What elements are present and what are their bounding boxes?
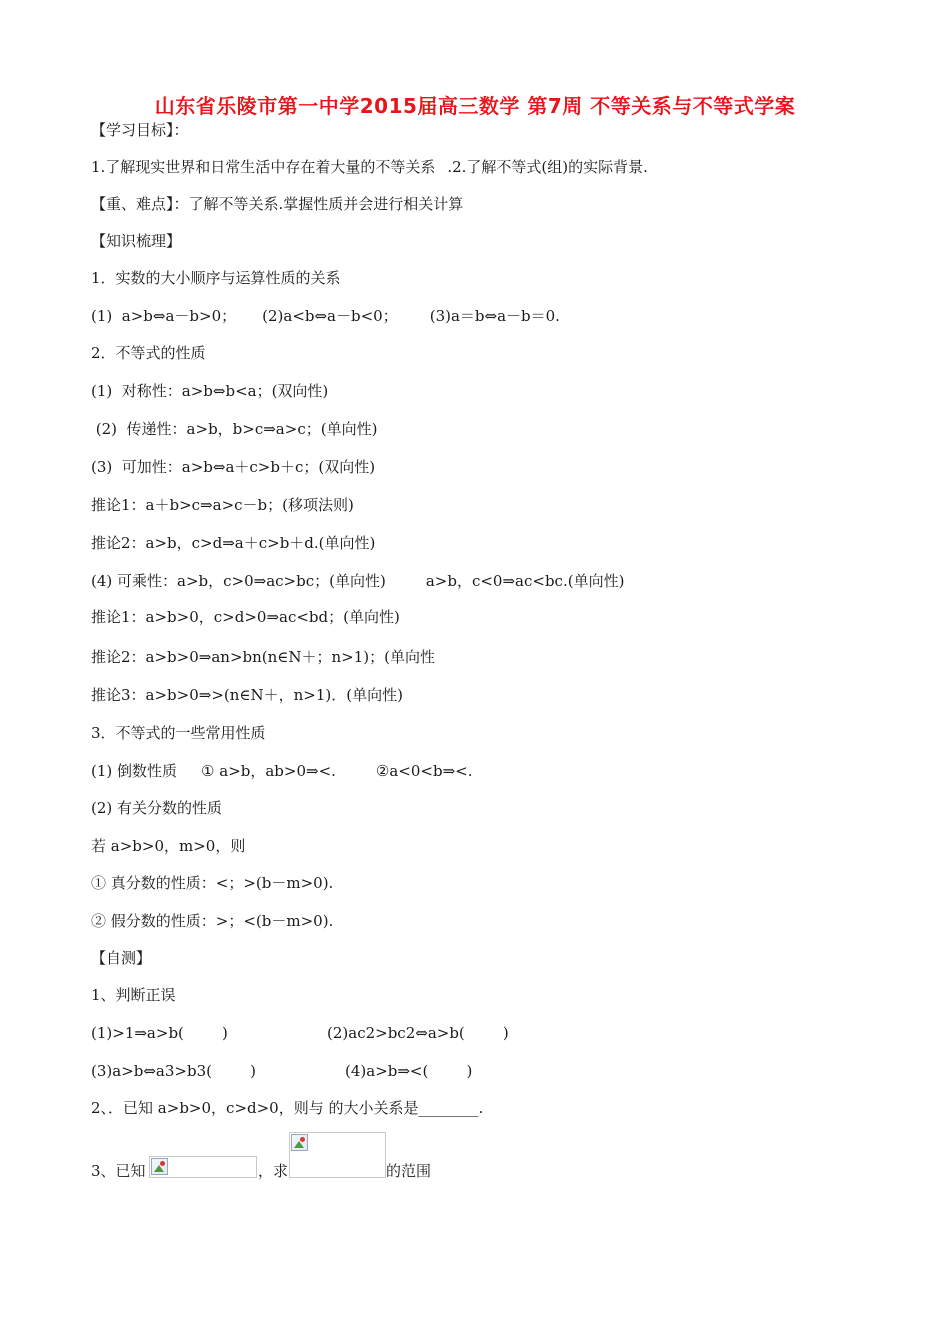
k2-transitivity: (2) 传递性：a>b，b>c⇒a>c；(单向性) — [91, 420, 378, 438]
formula-image-1 — [149, 1156, 257, 1178]
question-1-row-2 — [91, 1061, 472, 1081]
k1-relations — [91, 306, 560, 326]
k1-heading: 1．实数的大小顺序与运算性质的关系 — [91, 269, 341, 287]
k2-additivity: (3) 可加性：a>b⇔a＋c>b＋c；(双向性) — [91, 458, 376, 476]
k3-improper-fraction: ② 假分数的性质：>；<(b－m>0). — [91, 912, 334, 930]
k2-corollary-3: 推论1：a>b>0，c>d>0⇒ac<bd；(单向性) — [91, 608, 400, 626]
q1-item-3: (3)a>b⇔a3>b3( ) — [91, 1062, 256, 1080]
k3-1b: ① a>b，ab>0⇒<. — [201, 762, 336, 780]
goal-1: 1.了解现实世界和日常生活中存在着大量的不等关系 — [91, 158, 436, 176]
goal-line — [91, 157, 648, 177]
goal-2: .2.了解不等式(组)的实际背景. — [447, 158, 648, 176]
k2-4a: (4) 可乘性：a>b，c>0⇒ac>bc；(单向性) — [91, 572, 386, 590]
goal-heading: 【学习目标】： — [91, 121, 189, 139]
document-title: 山东省乐陵市第一中学2015届高三数学 第7周 不等关系与不等式学案 — [154, 94, 796, 118]
k2-multiplicativity — [91, 571, 624, 591]
k3-proper-fraction: ① 真分数的性质：<；>(b－m>0). — [91, 874, 334, 892]
k2-heading: 2．不等式的性质 — [91, 344, 206, 362]
key-points: 【重、难点】：了解不等关系.掌握性质并会进行相关计算 — [91, 195, 464, 213]
k2-corollary-2: 推论2：a>b，c>d⇒a＋c>b＋d.(单向性) — [91, 534, 376, 552]
k2-4b: a>b，c<0⇒ac<bc.(单向性) — [425, 572, 625, 590]
k1-a: (1) a>b⇔a－b>0； — [91, 307, 237, 325]
k3-fraction-heading: (2) 有关分数的性质 — [91, 799, 223, 817]
k2-symmetry: (1) 对称性：a>b⇔b<a；(双向性) — [91, 382, 329, 400]
knowledge-heading: 【知识梳理】 — [91, 232, 182, 250]
k3-reciprocal — [91, 761, 473, 781]
k3-1a: (1) 倒数性质 — [91, 762, 178, 780]
question-3-b: ，求 — [258, 1162, 289, 1180]
k3-1c: ②a<0<b⇒<. — [375, 762, 473, 780]
broken-image-icon — [151, 1158, 168, 1175]
k2-corollary-1: 推论1：a＋b>c⇒a>c－b；(移项法则) — [91, 496, 354, 514]
broken-image-icon — [291, 1134, 308, 1151]
k2-corollary-4: 推论2：a>b>0⇒an>bn(n∈N＋；n>1)；(单向性 — [91, 648, 435, 666]
question-1-row-1 — [91, 1023, 509, 1043]
q1-item-4: (4)a>b⇒<( ) — [345, 1062, 473, 1080]
q1-item-2: (2)ac2>bc2⇔a>b( ) — [327, 1024, 509, 1042]
question-1: 1、判断正误 — [91, 986, 176, 1004]
k3-condition: 若 a>b>0，m>0，则 — [91, 837, 246, 855]
self-test-heading: 【自测】 — [91, 949, 152, 967]
question-2: 2、．已知 a>b>0，c>d>0，则与 的大小关系是________. — [91, 1099, 484, 1117]
question-3-c: 的范围 — [386, 1162, 432, 1180]
k1-b: (2)a<b⇔a－b<0； — [262, 307, 398, 325]
k1-c: (3)a＝b⇔a－b＝0. — [429, 307, 560, 325]
question-3-a: 3、已知 — [91, 1162, 146, 1180]
k2-corollary-5: 推论3：a>b>0⇒>(n∈N＋，n>1)．(单向性) — [91, 686, 403, 704]
q1-item-1: (1)>1⇒a>b( ) — [91, 1024, 228, 1042]
formula-image-2 — [289, 1132, 386, 1178]
k3-heading: 3．不等式的一些常用性质 — [91, 724, 266, 742]
